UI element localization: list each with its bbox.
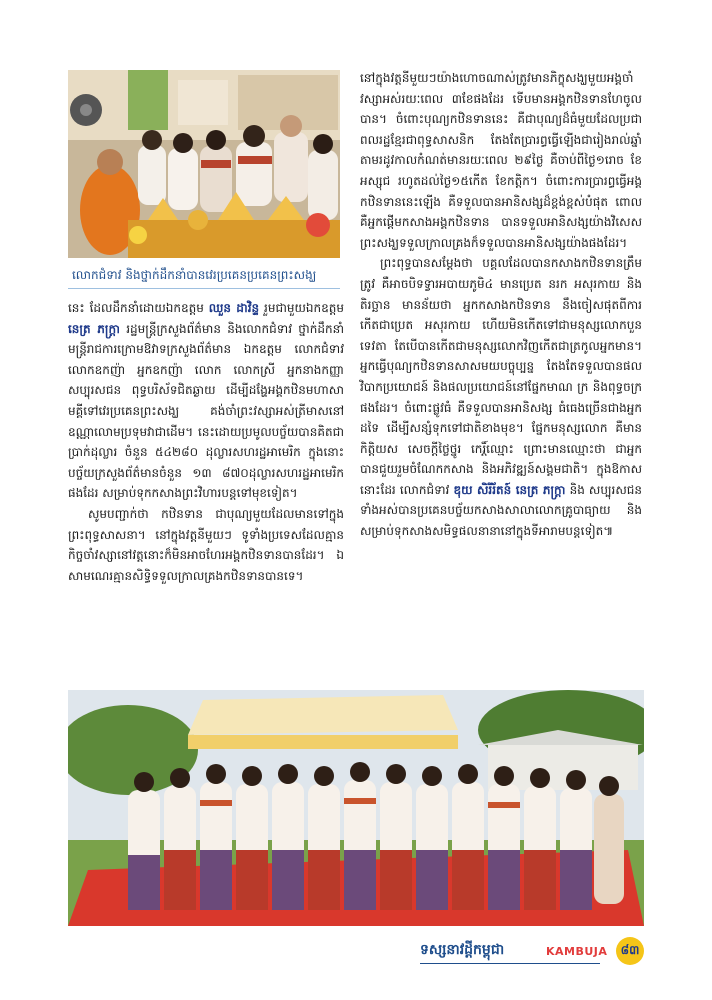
text-run: និង សប្បុរសជនទាំងអស់បានប្រគេនបច្ច័យកសាងសាលាលោកគ្រូបាធ្យាយ និងសម្រាប់ទុកសាងសមិទ្ធផលនានានៅក្នុងទីអារាមបន្តទៀត៕ (360, 482, 643, 539)
footer-magazine-title: ទស្សនាវដ្តីកម្ពុជា (420, 942, 505, 958)
text-run: រដ្ឋមន្ត្រីក្រសួងព័ត៌មាន និងលោកជំទាវ ថ្នាក់ដឹកនាំ មន្ត្រីរាជការក្រោមឱវាទក្រសួងព័ត៌មាន ឯកឧត្តម លោកជំទាវ លោកឧកញ៉ា អ្នកឧកញ៉ា លោក លោកស្រី អ្នកនាងកញ្ញា សប្បុរសជន ពុទ្ធបរិស័ទជិតឆ្ងាយ ដើម្បីដង្ហែអង្គកឋិនមហាសាមគ្គីទៅវេរប្រគេនព្រះសង្ឃ គង់ចាំព្រះវស្សាអស់ត្រីមាសនៅឧណ្ណាលោមប្រទុមវាជាដើម។ នេះដោយប្រមូលបច្ច័យបានគិតជាប្រាក់ដុល្លារ ចំនួន ៥៤២៨០ ដុល្លារសហរដ្ឋអាមេរិក ក្នុងនោះបច្ច័យក្រសួងព័ត៌មានចំនួន ១៣ ៨៧០ដុល្លារសហរដ្ឋអាមេរិកផងដែរ សម្រាប់ទុកកសាងព្រះវិហារបន្តទៅមុខទៀត។ (68, 321, 344, 501)
footer-brand-latin: KAMBUJA (546, 945, 608, 958)
caption-divider (68, 288, 340, 289)
right-paragraph-2 (360, 253, 642, 541)
right-paragraph-1: នៅក្នុងវត្តនីមួយៗយ៉ាងហោចណាស់ត្រូវមានភិក្ខុសង្ឃមួយអង្គចាំវស្សាអស់រយៈពេល ៣ខែផងដែរ ទើបមានអង្គកឋិនទានហែចូលបាន។ ចំពោះបុណ្យកឋិនទាននេះ គឺជាបុណ្យដ៏ធំមួយដែលប្រជាពលរដ្ឋខ្មែរជាពុទ្ធសាសនិក តែងតែប្រារព្ធធ្វើឡើងជារៀងរាល់ឆ្នាំ តាមរដូវកាលកំណត់មានរយៈពេល ២៩ថ្ងៃ គឺចាប់ពីថ្ងៃ១រោច ខែអស្សុជ រហូតដល់ថ្ងៃ១៥កើត ខែកត្តិក។ ចំពោះការប្រារព្ធធ្វើអង្គកឋិនទាននេះឡើង គឺទទួលបានអានិសង្សដ៏ខ្ពង់ខ្ពស់បំផុត ពោល គឺអ្នកផ្តើមកសាងអង្គកឋិនទាន បានទទួលអានិសង្សយ៉ាងវិសេស ព្រះសង្ឃទទួលក្រាលគ្រងក៏ទទួលបានអានិសង្សយ៉ាងផងដែរ។ (360, 71, 642, 250)
text-run: រួមជាមួយឯកឧត្តម (259, 301, 344, 315)
photo-offering-ceremony (68, 70, 340, 258)
footer-rule (420, 963, 600, 964)
left-column (68, 298, 344, 586)
page-number-badge: ៨៣ (616, 937, 644, 965)
photo-group (68, 690, 644, 926)
name-highlight: ឌុយ សិរីរ័តន៍ នេត្រ ភក្ត្រា (453, 482, 566, 497)
right-column (360, 68, 642, 542)
name-highlight: ឈួន ដាវិន្ទ (208, 301, 260, 315)
name-highlight: នេត្រ ភក្ត្រា (68, 321, 120, 336)
text-run: ព្រះពុទ្ធបានសម្តែងថា បគ្គលដែលបានកសាងកឋិនទានត្រឹមត្រូវ គឺអាចបិទទ្វារអបាយភូមិ៤ មានប្រេត នរក អសុរកាយ និងតិរច្ឆាន មានន័យថា អ្នកកសាងកឋិនទាន នឹងចៀសផុតពីការកើតជាប្រេត អសុរកាយ ហើយមិនកើតទៅជាមនុស្សលោកបួនទេវតា តែបើបានកើតជាមនុស្សលោកវិញកើតជាត្រកូលអ្នកមាន។ អ្នកធ្វើបុណ្យកឋិនទានសាសមយបច្ចុប្បន្ន តែងតែទទួលបានផលវិបាកប្រយោជន៍ និងផលប្រយោជន៍នៅផ្នែកមាណ ក្រ និងពុទ្ធចក្រផងដែរ។ ចំពោះផ្លូវធំ គឺទទួលបានអានិសង្ស ធំធេងច្រើនជាងអ្នកដទៃ ដើម្បីសន្សំទុកទៅជាតិខាងមុខ។ ផ្នែកមនុស្សលោក គឺមានកិត្តិយស សេចក្តីថ្លៃថ្នូរ កេរ្តិ៍ឈ្មោះ ព្រោះមានឈ្មោះថា ជាអ្នកបានជួយរួមចំណែកកសាង និងអភិវឌ្ឍន៍សង្គមជាតិ។ ក្នុងឱកាសនោះដែរ លោកជំទាវ (360, 256, 642, 497)
left-paragraph-2: សូមបញ្ជាក់ថា កឋិនទាន ជាបុណ្យមួយដែលមានទៅក្នុងព្រះពុទ្ធសាសនា។ នៅក្នុងវត្តនីមួយៗ ទូទាំងប្រទេសដែលគ្មានកិច្ចចាំវស្សានៅវត្តនោះក៏មិនអាចហែរអង្គកឋិនទានបានដែរ។ ឯសាមណេរគ្មានសិទ្ធិទទួលក្រាលគ្រងកឋិនទានបានទេ។ (68, 506, 344, 583)
photo-caption: លោកជំទាវ និងថ្នាក់ដឹកនាំបានវេរប្រគេនប្រគេនព្រះសង្ឃ (72, 268, 317, 282)
left-paragraph-1 (68, 298, 344, 504)
text-run: នេះ ដែលដឹកនាំដោយឯកឧត្តម (68, 301, 209, 315)
